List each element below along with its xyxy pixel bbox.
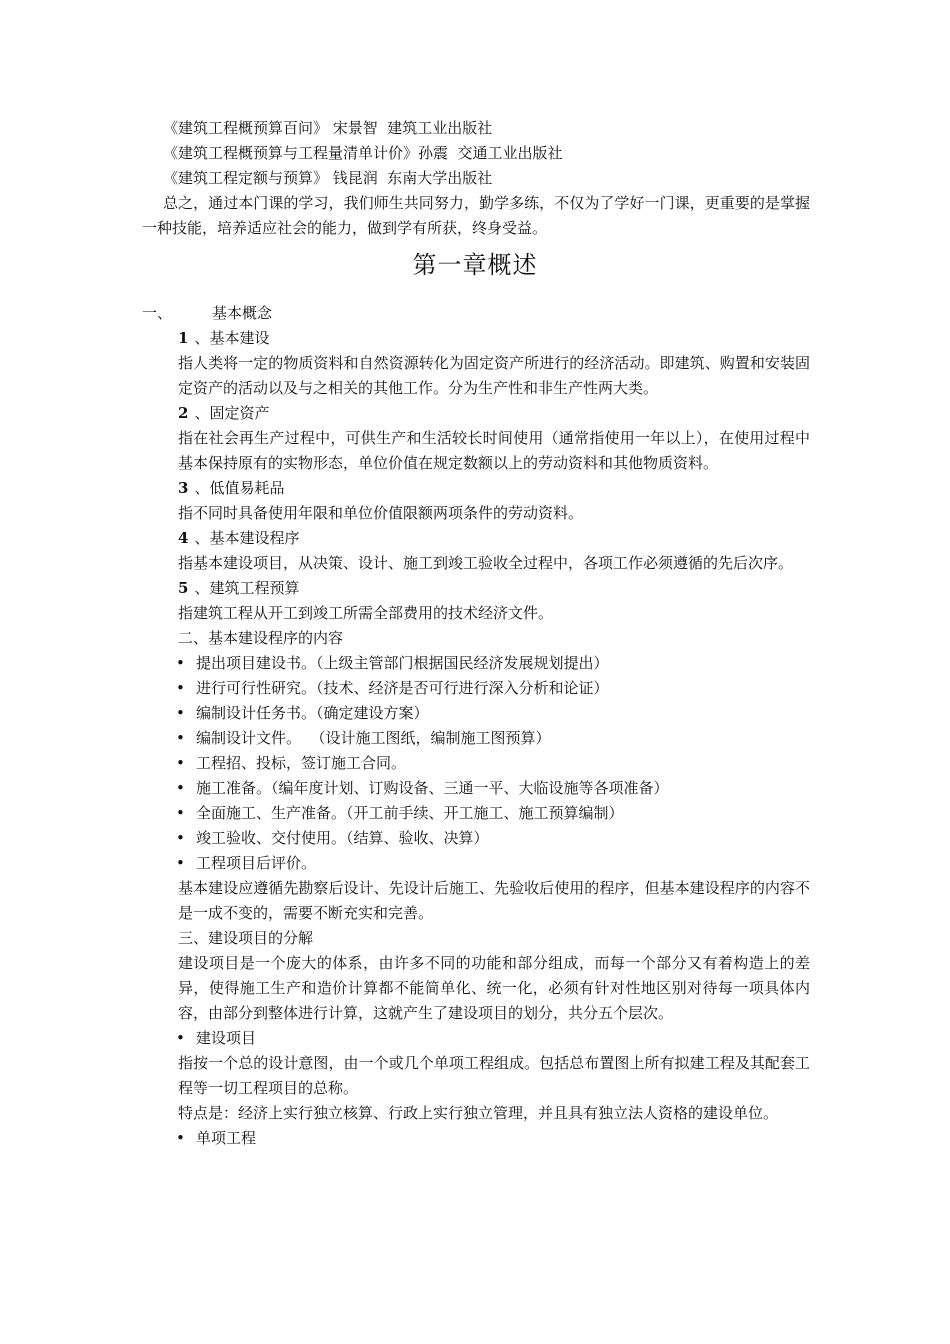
bullet-icon: • [176,854,185,872]
concept-heading: 4 、基本建设程序 [178,529,300,547]
list-item: • 工程招、投标，签订施工合同。 [0,751,950,776]
bullet-icon: • [176,779,185,797]
concept-definition: 指基本建设项目，从决策、设计、施工到竣工验收全过程中，各项工作必须遵循的先后次序。 [178,554,794,572]
procedure-closing-paragraph: 基本建设应遵循先勘察后设计、先设计后施工、先验收后使用的程序，但基本建设程序的内容不是一成不变的，需要不断充实和完善。 [178,879,810,922]
concept-list [0,326,810,651]
list-item: • 全面施工、生产准备。（开工前手续、开工施工、施工预算编制） [0,801,950,826]
bullet-icon: • [176,654,185,672]
bullet-icon: • [176,679,185,697]
procedure-bullet-list [0,651,950,876]
chapter-title: 第一章概述 [412,251,538,279]
list-item: • 单项工程 [0,1126,950,1151]
section-heading: 三、建设项目的分解 [178,929,314,947]
concept-heading: 1 、基本建设 [178,329,270,347]
concept-definition: 指人类将一定的物质资料和自然资源转化为固定资产所进行的经济活动。即建筑、购置和安装固定资产的活动以及与之相关的其他工作。分为生产性和非生产性两大类。 [178,354,810,397]
list-item: • 工程项目后评价。 [0,851,950,876]
bullet-icon: • [176,729,185,747]
section-number: 一、 [142,304,173,322]
concept-heading: 3 、低值易耗品 [178,479,285,497]
decomposition-intro-paragraph: 建设项目是一个庞大的体系，由许多不同的功能和部分组成，而每一个部分又有着构造上的差异，使得施工生产和造价计算都不能简单化、统一化，必须有针对性地区别对待每一项具体内容，由部分到整体进行计算，这就产生了建设项目的划分，共分五个层次。 [178,954,810,1022]
list-item: • 施工准备。（编年度计划、订购设备、三通一平、大临设施等各项准备） [0,776,950,801]
concept-heading: 5 、建筑工程预算 [178,579,300,597]
concept-definition: 指不同时具备使用年限和单位价值限额两项条件的劳动资料。 [178,504,584,522]
project-definition-paragraph: 指按一个总的设计意图，由一个或几个单项工程组成。包括总布置图上所有拟建工程及其配套工程等一切工程项目的总称。 [178,1054,810,1097]
bullet-icon: • [176,829,185,847]
bullet-icon: • [176,1129,185,1147]
reference-line: 《建筑工程概预算与工程量清单计价》孙震 交通工业出版社 [163,144,563,162]
reference-line: 《建筑工程定额与预算》 钱昆润 东南大学出版社 [163,169,493,187]
summary-paragraph: 总之，通过本门课的学习，我们师生共同努力，勤学多练，不仅为了学好一门课，更重要的是掌握一种技能，培养适应社会的能力，做到学有所获，终身受益。 [142,194,810,237]
section-heading: 二、基本建设程序的内容 [178,629,344,647]
list-item: • 进行可行性研究。（技术、经济是否可行进行深入分析和论证） [0,676,950,701]
list-item: • 竣工验收、交付使用。（结算、验收、决算） [0,826,950,851]
section-title: 基本概念 [212,304,273,322]
concept-definition: 指在社会再生产过程中，可供生产和生活较长时间使用（通常指使用一年以上），在使用过程中基本保持原有的实物形态，单位价值在规定数额以上的劳动资料和其他物质资料。 [178,429,810,472]
bullet-icon: • [176,804,185,822]
reference-line: 《建筑工程概预算百问》 宋景智 建筑工业出版社 [163,119,493,137]
list-item: • 提出项目建设书。（上级主管部门根据国民经济发展规划提出） [0,651,950,676]
bullet-icon: • [176,1029,185,1047]
section-heading [0,301,950,326]
section-body [0,1051,810,1126]
bullet-icon: • [176,754,185,772]
list-item: • 编制设计文件。 （设计施工图纸，编制施工图预算） [0,726,950,751]
section-body [0,876,810,1026]
bullet-icon: • [176,704,185,722]
concept-definition: 指建筑工程从开工到竣工所需全部费用的技术经济文件。 [178,604,554,622]
concept-heading: 2 、固定资产 [178,404,270,422]
project-feature-paragraph: 特点是：经济上实行独立核算、行政上实行独立管理，并且具有独立法人资格的建设单位。 [178,1104,779,1122]
list-item: • 编制设计任务书。（确定建设方案） [0,701,950,726]
list-item: • 建设项目 [0,1026,950,1051]
